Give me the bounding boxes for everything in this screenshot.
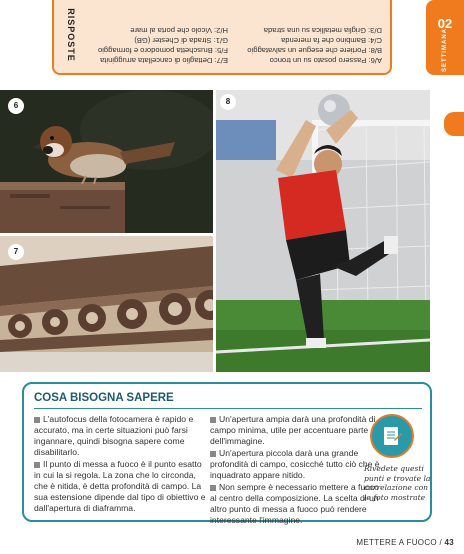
- goalkeeper-photo: [216, 90, 430, 372]
- bullet-paragraph: Il punto di messa a fuoco è il punto esatto in cui la si regola. La zona che lo circonda, che è nitida, è detta profondità di campo. La sua estensione dipende dal tipo di obiettivo e dall'apertura di diaframma.: [34, 459, 206, 513]
- answers-title: RISPOSTE: [66, 8, 76, 63]
- answers-column-right: [238, 6, 382, 65]
- answer-item: D/3: Griglia metallica su una strada: [263, 26, 382, 35]
- info-column-right: [210, 414, 382, 527]
- bullet-icon: [210, 485, 216, 491]
- bullet-icon: [34, 417, 40, 423]
- goalkeeper-illustration: [216, 90, 430, 372]
- sparrow-photo: [0, 90, 213, 233]
- page-number: 43: [444, 538, 454, 547]
- info-title: COSA BISOGNA SAPERE: [34, 392, 174, 404]
- photo-number-badge: 8: [220, 94, 236, 110]
- sparrow-illustration: [0, 90, 213, 233]
- bullet-icon: [34, 462, 40, 468]
- photo-number-badge: 7: [8, 244, 24, 260]
- bullet-paragraph: L'autofocus della fotocamera è rapido e accurato, ma in certe situazioni può farsi ingannare, quindi bisogna sapere come disabilitarlo.: [34, 414, 194, 457]
- week-number: 02: [437, 16, 453, 31]
- railing-illustration: [0, 236, 213, 372]
- handwritten-note: Rivedete questi punti e trovate la correlazione con le foto mostrate: [364, 464, 431, 502]
- answer-item: H/2: Vicolo che porta al mare: [130, 26, 228, 35]
- answer-item: G/1: Strada di Chester (GB): [134, 36, 228, 45]
- photo-number-badge: 6: [8, 98, 24, 114]
- page-footer: METTERE A FUOCO / 43: [356, 538, 454, 547]
- bullet-icon: [210, 451, 216, 457]
- side-tab-marker: [444, 112, 464, 136]
- answer-item: B/8: Portiere che esegue un salvataggio: [247, 46, 382, 55]
- bullet-paragraph: Un'apertura ampia darà una profondità di campo minima, utile per accentuare parte dell'immagine.: [210, 414, 376, 446]
- footer-section: METTERE A FUOCO: [356, 538, 437, 547]
- week-label: SETTIMANA: [442, 28, 448, 72]
- answer-item: E/7: Dettaglio di cancellata arrugginita: [100, 56, 228, 65]
- notebook-stamp-icon: [370, 414, 414, 458]
- title-divider: [34, 408, 422, 409]
- railing-photo: [0, 236, 213, 372]
- answers-box: [52, 0, 392, 75]
- info-column-left: [34, 414, 206, 515]
- week-tab: [426, 0, 464, 75]
- answers-column-left: [84, 6, 228, 65]
- bullet-icon: [210, 417, 216, 423]
- bullet-paragraph: Non sempre è necessario mettere a fuoco al centro della composizione. La scelta di un altro punto di messa a fuoco può rendere interessante l'immagine.: [210, 482, 380, 525]
- answer-item: F/5: Bruschetta pomodoro e formaggio: [97, 46, 228, 55]
- answer-item: A/6: Passero posato su un tronco: [269, 56, 382, 65]
- bullet-paragraph: Un'apertura piccola darà una grande profondità di campo, cosicché tutto ciò che è inquadrato appare nitido.: [210, 448, 380, 480]
- answer-item: C/4: Bambino che fa merenda: [281, 36, 382, 45]
